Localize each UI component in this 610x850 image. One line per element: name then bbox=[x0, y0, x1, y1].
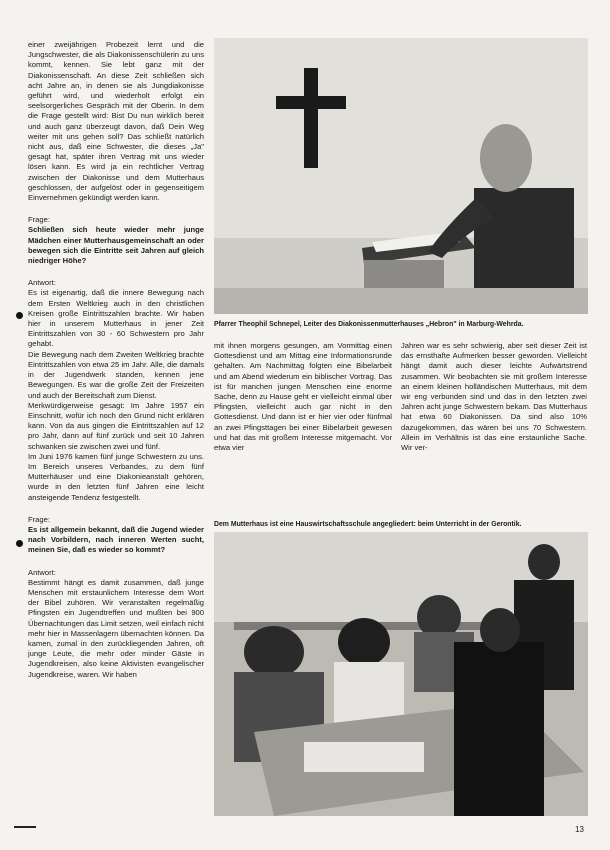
answer-2-paragraph-1: Bestimmt hängt es damit zusammen, daß junge Menschen mit erstaunlichem Interesse dem Wort der Bibel zuhören. Wir veranstalten regelmäßig Pfingsten ein Jugendtreffen und mußten bei 900 Übernachtungen das Limit setzen, weil einfach nicht mehr hier in Massenlagern übernachten können. Da kamen, zumal in den zurückliegenden Jahren, oft junge Leute, die mehr oder minder Gäste in Jugendkreisen, also keine Aktivisten evangelischer Jugendkreise, waren. Wir haben bbox=[28, 577, 204, 679]
question-2 bbox=[28, 515, 204, 556]
caption-top: Pfarrer Theophil Schnepel, Leiter des Diakonissenmutterhauses „Hebron" in Marburg-Wehrda. bbox=[214, 321, 524, 328]
punch-hole-mark bbox=[16, 312, 23, 319]
right-paragraph: Jahren war es sehr schwierig, aber seit dieser Zeit ist das ernsthafte Aufmerken besser geworden. Vielleicht hängt damit auch dieser leichte Aufwärtstrend zusammen. Wir beobachten sie mit großem Interesse an einem kleinen holländischen Mutterhaus, mit dem wir eng verbunden sind und das in den letzten zwei Jahren acht junge Schwestern bekam. Das Mutterhaus hat etwa 60 Diakonissen. Da sind also 10% dazugekommen, das wären bei uns 70 Schwestern. Allein im Verhältnis ist das eine erstaunliche Sache. Wir ver- bbox=[401, 341, 587, 453]
question-2-label: Frage: bbox=[28, 514, 50, 524]
photo-pastor-image bbox=[214, 38, 588, 314]
answer-1 bbox=[28, 278, 204, 502]
caption-middle: Dem Mutterhaus ist eine Hauswirtschaftsschule angegliedert: beim Unterricht in der Gerontik. bbox=[214, 521, 522, 528]
question-1-text: Schließen sich heute wieder mehr junge Mädchen einer Mutterhausgemeinschaft an oder bewegen sich die Eintritte seit Jahren auf gleich niedriger Höhe? bbox=[28, 225, 204, 266]
answer-2 bbox=[28, 568, 204, 680]
question-2-text: Es ist allgemein bekannt, daß die Jugend wieder nach Vorbildern, nach inneren Werten sucht, meinen Sie, daß es wieder so kommt? bbox=[28, 524, 204, 555]
answer-1-paragraph-1: Es ist eigenartig, daß die innere Bewegung nach dem Ersten Weltkrieg auch in den christlichen Kreisen große Eintrittszahlen brachte. Wir haben hier in unserem Mutterhaus in jener Zeit Eintrittszahlen von 30 - 60 Schwestern pro Jahr gehabt. bbox=[28, 288, 204, 349]
answer-2-label: Antwort: bbox=[28, 567, 56, 577]
question-1-label: Frage: bbox=[28, 215, 50, 225]
question-1 bbox=[28, 215, 204, 266]
answer-1-label: Antwort: bbox=[28, 278, 56, 288]
middle-paragraph: mit ihnen morgens gesungen, am Vormittag einen Gottesdienst und am Mittag eine Informationsrunde gehalten. Am Nachmittag folgten eine Bibelarbeit und am Abend wiederum ein biblischer Vortrag. Das ist für manchen jungen Menschen eine enorme Sache, denn zu Hause geht er vielleicht einmal über Pfingsten, vielleicht auch gar nicht in den Gottesdienst. Und dann ist er hier vier oder fünfmal an zwei Pfingsttagen bei einer Bibelarbeit gewesen und hat das mit großem Interesse mitgemacht. Vor etwa vier bbox=[214, 341, 392, 453]
right-column bbox=[401, 341, 587, 453]
page-number: 13 bbox=[575, 825, 584, 834]
bottom-rule bbox=[14, 826, 36, 828]
left-column bbox=[28, 40, 204, 680]
photo-classroom-image bbox=[214, 532, 588, 816]
middle-column bbox=[214, 341, 392, 453]
answer-1-paragraph-2: Die Bewegung nach dem Zweiten Weltkrieg brachte Eintrittszahlen von etwa 25 im Jahr. Alle, die damals in der Jugendwerk standen, kennen jene Bewegungen. Es war die große Zeit der Freizeiten und auch der Bereitschaft zum Dienst. bbox=[28, 349, 204, 400]
answer-1-paragraph-4: Im Juni 1976 kamen fünf junge Schwestern zu uns. Im Bereich unseres Verbandes, zu dem fünf Mutterhäuser und eine Diakonieanstalt gehören, wurde in den letzten fünf Jahren eine leicht ansteigende Tendenz festgestellt. bbox=[28, 451, 204, 502]
photo-pastor bbox=[214, 38, 588, 314]
photo-classroom bbox=[214, 532, 588, 816]
punch-hole-mark bbox=[16, 540, 23, 547]
answer-1-paragraph-3: Merkwürdigerweise gesagt: Im Jahre 1957 ein Einschnitt, wofür ich noch den Grund nicht erklären kann. Von da aus gingen die Eintrittszahlen auf 12 pro Jahr, dann auf fünf zurück und seit 10 Jahren schwanken sie zwischen zwei und fünf. bbox=[28, 400, 204, 451]
paragraph-intro: einer zweijährigen Probezeit lernt und die Jungschwester, die als Diakonissenschülerin zu uns kommt, kennen. Sie lebt ganz mit der Diakonissenschaft. An diese Zeit schließen sich acht Jahre an, in denen sie als Jungdiakonisse geführt wird, und wiederholt erfolgt ein seelsorgerliches Gespräch mit der Oberin. In dem die Frage gestellt wird: Bist Du nun wirklich bereit und auch ganz überzeugt davon, daß Dein Weg weiter mit uns gehen soll? Das schließt natürlich nicht aus, daß eine Schwester, die dieses „Ja" gesagt hat, später ihren Vertrag mit uns wieder lösen kann. Es wird ja ein rechtlicher Vertrag zwischen der Diakonisse und dem Mutterhaus geschlossen, der aufgelöst oder in gegenseitigem Einvernehmen gekündigt werden kann. bbox=[28, 40, 204, 203]
